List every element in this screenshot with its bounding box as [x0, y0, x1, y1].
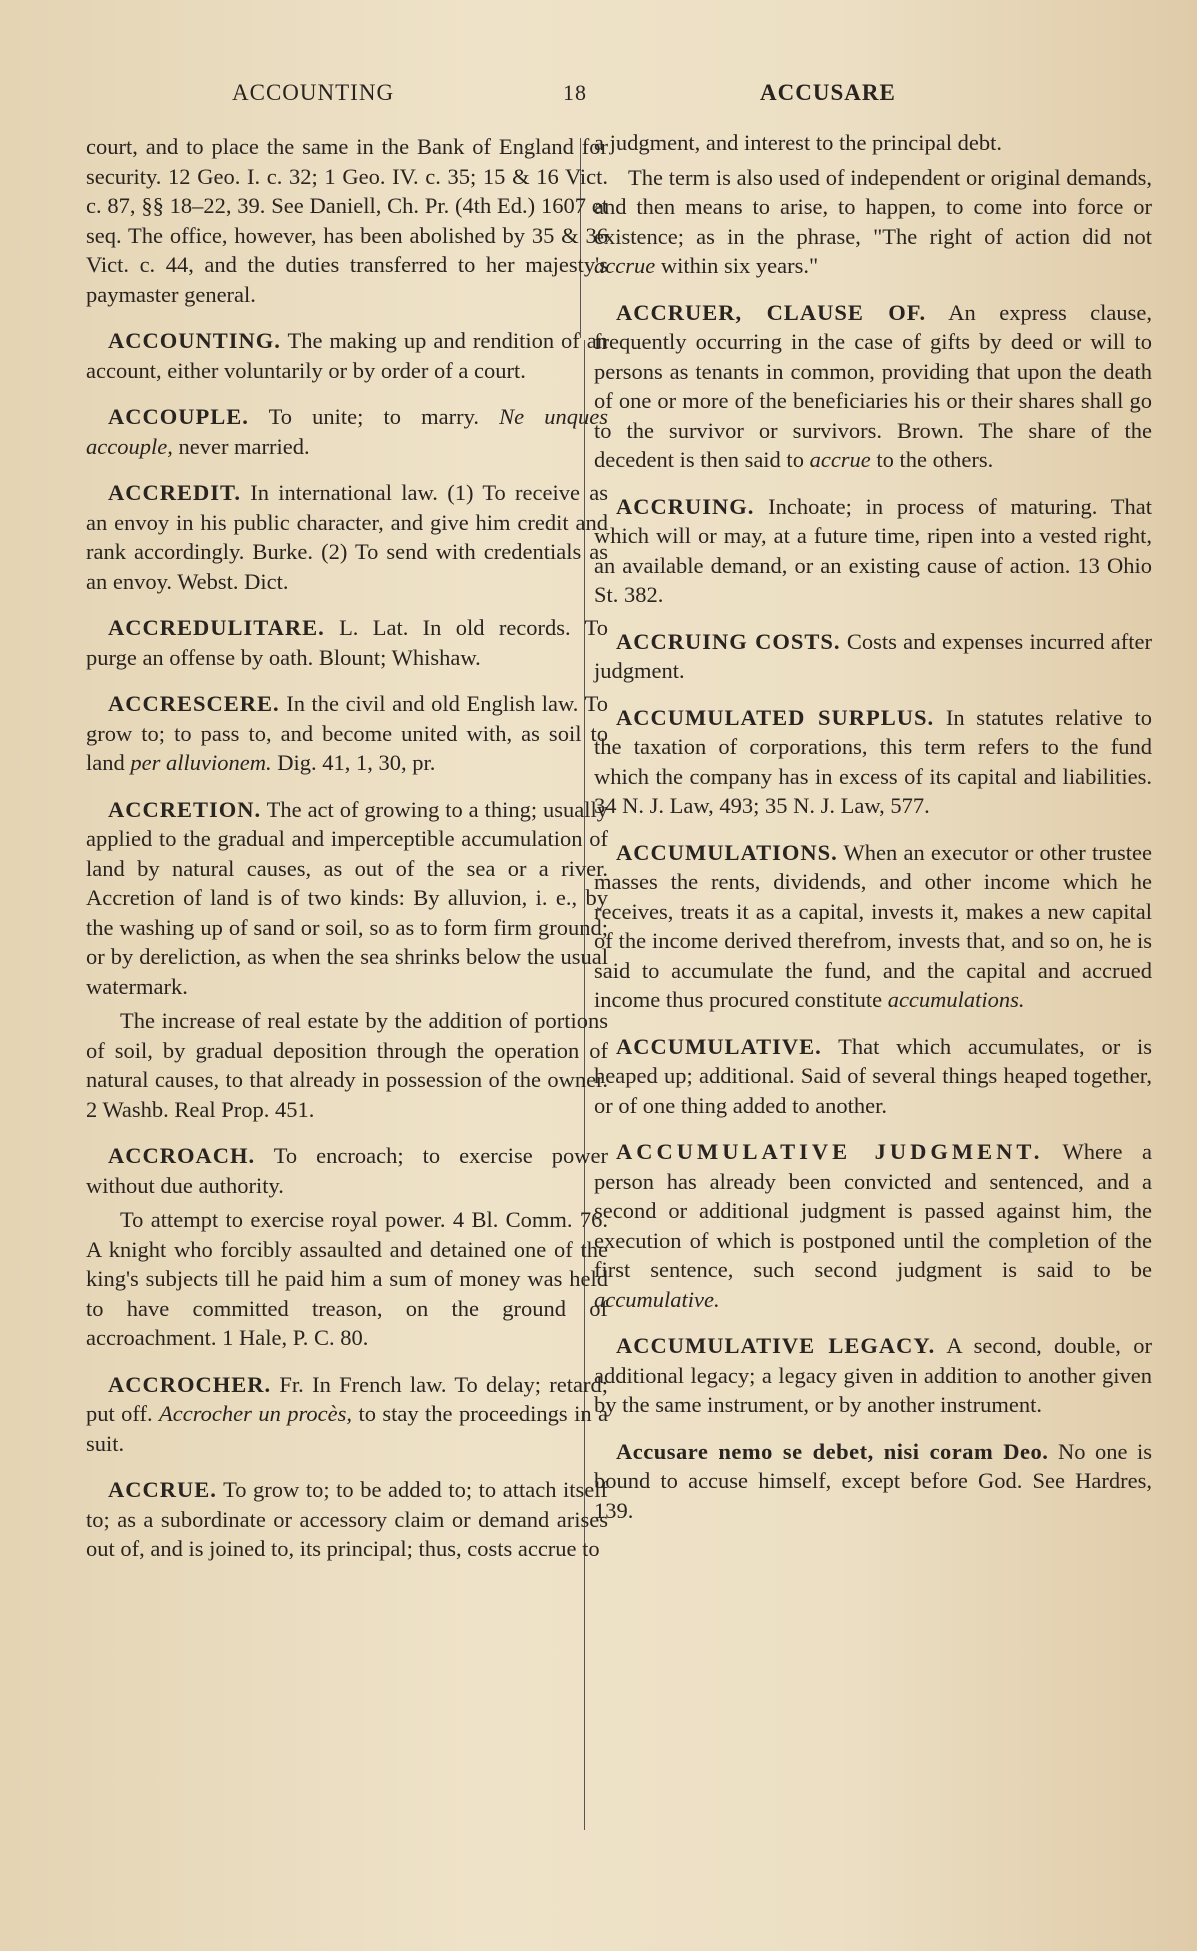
dictionary-entry: [594, 492, 1152, 610]
entry-term: ACCOUNTING.: [108, 328, 281, 353]
dictionary-entry: [594, 163, 1152, 281]
entry-term: ACCUMULATIONS.: [616, 839, 838, 865]
entry-term: ACCRUING COSTS.: [616, 628, 841, 654]
dictionary-entry: [86, 1475, 608, 1564]
entry-italic-phrase: per alluvionem.: [130, 750, 272, 775]
dictionary-entry: [594, 703, 1152, 821]
entry-term: ACCRUER, CLAUSE OF.: [616, 299, 927, 325]
dictionary-entry: [86, 795, 608, 1002]
entry-term: ACCUMULATED SURPLUS.: [616, 704, 935, 730]
entry-italic-phrase: accumulative.: [594, 1286, 720, 1312]
dictionary-entry: [86, 402, 608, 461]
dictionary-entry: [86, 689, 608, 778]
entry-definition: An express clause, frequently occurring in the case of gifts by deed or will to persons as tenants in common, providing that upon the death of one or more of the beneficiaries his or their shares shall go to the survivor or survivors. Brown. The share of the decedent is then said to: [594, 299, 1152, 472]
entry-definition: To unite; to marry.: [268, 404, 480, 429]
entry-definition: In international law. (1) To receive as an envoy in his public character, and give him credit and rank accordingly. Burke. (2) To send with credentials as an envoy. Webst. Dict.: [86, 480, 608, 594]
entry-italic-phrase: accrue: [594, 253, 656, 278]
entry-term: ACCUMULATIVE JUDGMENT.: [616, 1139, 1044, 1164]
entry-term: Accusare nemo se debet, nisi coram Deo.: [616, 1438, 1049, 1464]
entry-definition: When an executor or other trustee masses the rents, dividends, and other income which he receives, treats it as a capital, invests it, makes a new capital of the income derived therefrom, invests that, and so on, he is said to accumulate the fund, and the capital and accrued income thus procured constitute: [594, 839, 1152, 1012]
dictionary-entry: [86, 478, 608, 596]
entry-italic-phrase: accumulations.: [887, 987, 1025, 1012]
dictionary-entry: [594, 128, 1152, 158]
dictionary-entry: [594, 1137, 1152, 1314]
entry-definition-cont: never married.: [178, 433, 310, 459]
entry-definition: court, and to place the same in the Bank of England for security. 12 Geo. I. c. 32; 1 Geo. IV. c. 35; 15 & 16 Vict. c. 87, §§ 18–22, 39. See Daniell, Ch. Pr. (4th Ed.) 1607 et seq. The office, however, has been abolished by 35 & 36 Vict. c. 44, and the duties transferred to her majesty's paymaster general.: [86, 134, 608, 307]
entry-definition: In statutes relative to the taxation of corporations, this term refers to the fund which the company has in excess of its capital and liabilities. 34 N. J. Law, 493; 35 N. J. Law, 577.: [594, 704, 1153, 818]
right-column: [594, 128, 1152, 1542]
entry-definition: To attempt to exercise royal power. 4 Bl. Comm. 76. A knight who forcibly assaulted and detained one of the king's subjects till he paid him a sum of money was held to have committed treason, on the ground of accroachment. 1 Hale, P. C. 80.: [86, 1207, 608, 1350]
entry-term: ACCRUE.: [108, 1477, 217, 1502]
entry-definition: To encroach; to exercise power without due authority.: [86, 1143, 608, 1198]
dictionary-entry: [594, 627, 1152, 686]
dictionary-entry: [86, 1141, 608, 1200]
entry-definition-cont: within six years.": [660, 253, 819, 278]
dictionary-entry: [86, 326, 608, 385]
dictionary-entry: [594, 298, 1152, 475]
entry-italic-phrase: accrue: [809, 447, 871, 472]
entry-definition: Fr. In French law. To delay; retard; put off.: [86, 1371, 609, 1426]
dictionary-entry: [86, 1370, 608, 1459]
entry-term: ACCREDULITARE.: [108, 615, 325, 640]
entry-italic-phrase: Ne unques accouple,: [86, 404, 608, 459]
entry-definition: Where a person has already been convicted and sentenced, and a second or additional judgment is passed against him, the execution of which is postponed until the completion of the first sentence, such second judgment is said to be: [594, 1139, 1152, 1282]
dictionary-entry: [86, 1006, 608, 1124]
dictionary-entry: [594, 1331, 1152, 1420]
left-column: [86, 132, 608, 1581]
entry-term: ACCROACH.: [108, 1143, 256, 1168]
entry-definition-cont: to the others.: [876, 447, 994, 472]
entry-definition: No one is bound to accuse himself, except before God. See Hardres, 139.: [594, 1438, 1152, 1523]
entry-definition: To grow to; to be added to; to attach itself to; as a subordinate or accessory claim or demand arises out of, and is joined to, its principal; thus, costs accrue to: [86, 1477, 608, 1561]
entry-definition: Inchoate; in process of maturing. That which will or may, at a future time, ripen into a vested right, an available demand, or an existing cause of action. 13 Ohio St. 382.: [594, 493, 1152, 607]
entry-definition: The term is also used of independent or original demands, and then means to arise, to happen, to come into force or existence; as in the phrase, "The right of action did not: [594, 164, 1152, 249]
running-head-right: ACCUSARE: [760, 80, 896, 105]
page-number: 18: [563, 80, 587, 105]
entry-definition: L. Lat. In old records. To purge an offense by oath. Blount; Whishaw.: [86, 615, 609, 670]
running-head-left: ACCOUNTING: [232, 80, 395, 105]
dictionary-entry: [594, 838, 1152, 1015]
entry-term: ACCRETION.: [108, 796, 262, 822]
dictionary-entry: [86, 132, 608, 309]
entry-definition: Costs and expenses incurred after judgment.: [594, 628, 1152, 683]
entry-term: ACCREDIT.: [108, 480, 241, 505]
entry-term: ACCUMULATIVE LEGACY.: [616, 1333, 936, 1358]
entry-definition-cont: Dig. 41, 1, 30, pr.: [277, 750, 436, 775]
entry-italic-phrase: Accrocher un procès,: [159, 1401, 353, 1426]
entry-definition-cont: to stay the proceedings in a suit.: [86, 1401, 608, 1456]
dictionary-entry: [594, 1437, 1152, 1526]
entry-definition: In the civil and old English law. To grow to; to pass to, and become united with, as soil to land: [86, 691, 608, 775]
entry-term: ACCRESCERE.: [108, 691, 280, 716]
entry-definition: That which accumulates, or is heaped up; additional. Said of several things heaped together, or of one thing added to another.: [594, 1033, 1152, 1118]
dictionary-entry: [594, 1032, 1152, 1121]
entry-definition: a judgment, and interest to the principal debt.: [594, 130, 1003, 155]
entry-term: ACCOUPLE.: [108, 404, 249, 429]
entry-definition: The making up and rendition of an account, either voluntarily or by order of a court.: [86, 328, 609, 383]
entry-term: ACCROCHER.: [108, 1371, 272, 1397]
dictionary-entry: [86, 613, 608, 672]
entry-term: ACCRUING.: [616, 493, 755, 519]
entry-term: ACCUMULATIVE.: [616, 1033, 822, 1059]
entry-definition: The increase of real estate by the addition of portions of soil, by gradual deposition through the operation of natural causes, to that already in possession of the owner. 2 Washb. Real Prop. 451.: [86, 1008, 608, 1122]
dictionary-entry: [86, 1205, 608, 1353]
entry-definition: A second, double, or additional legacy; a legacy given in addition to another given by the same instrument, or by another instrument.: [594, 1333, 1152, 1417]
entry-definition: The act of growing to a thing; usually applied to the gradual and imperceptible accumulation of land by natural causes, as out of the sea or a river. Accretion of land is of two kinds: By alluvion, i. e., by the washing up of sand or soil, so as to form firm ground; or by dereliction, as when the sea shrinks below the usual watermark.: [86, 796, 608, 999]
